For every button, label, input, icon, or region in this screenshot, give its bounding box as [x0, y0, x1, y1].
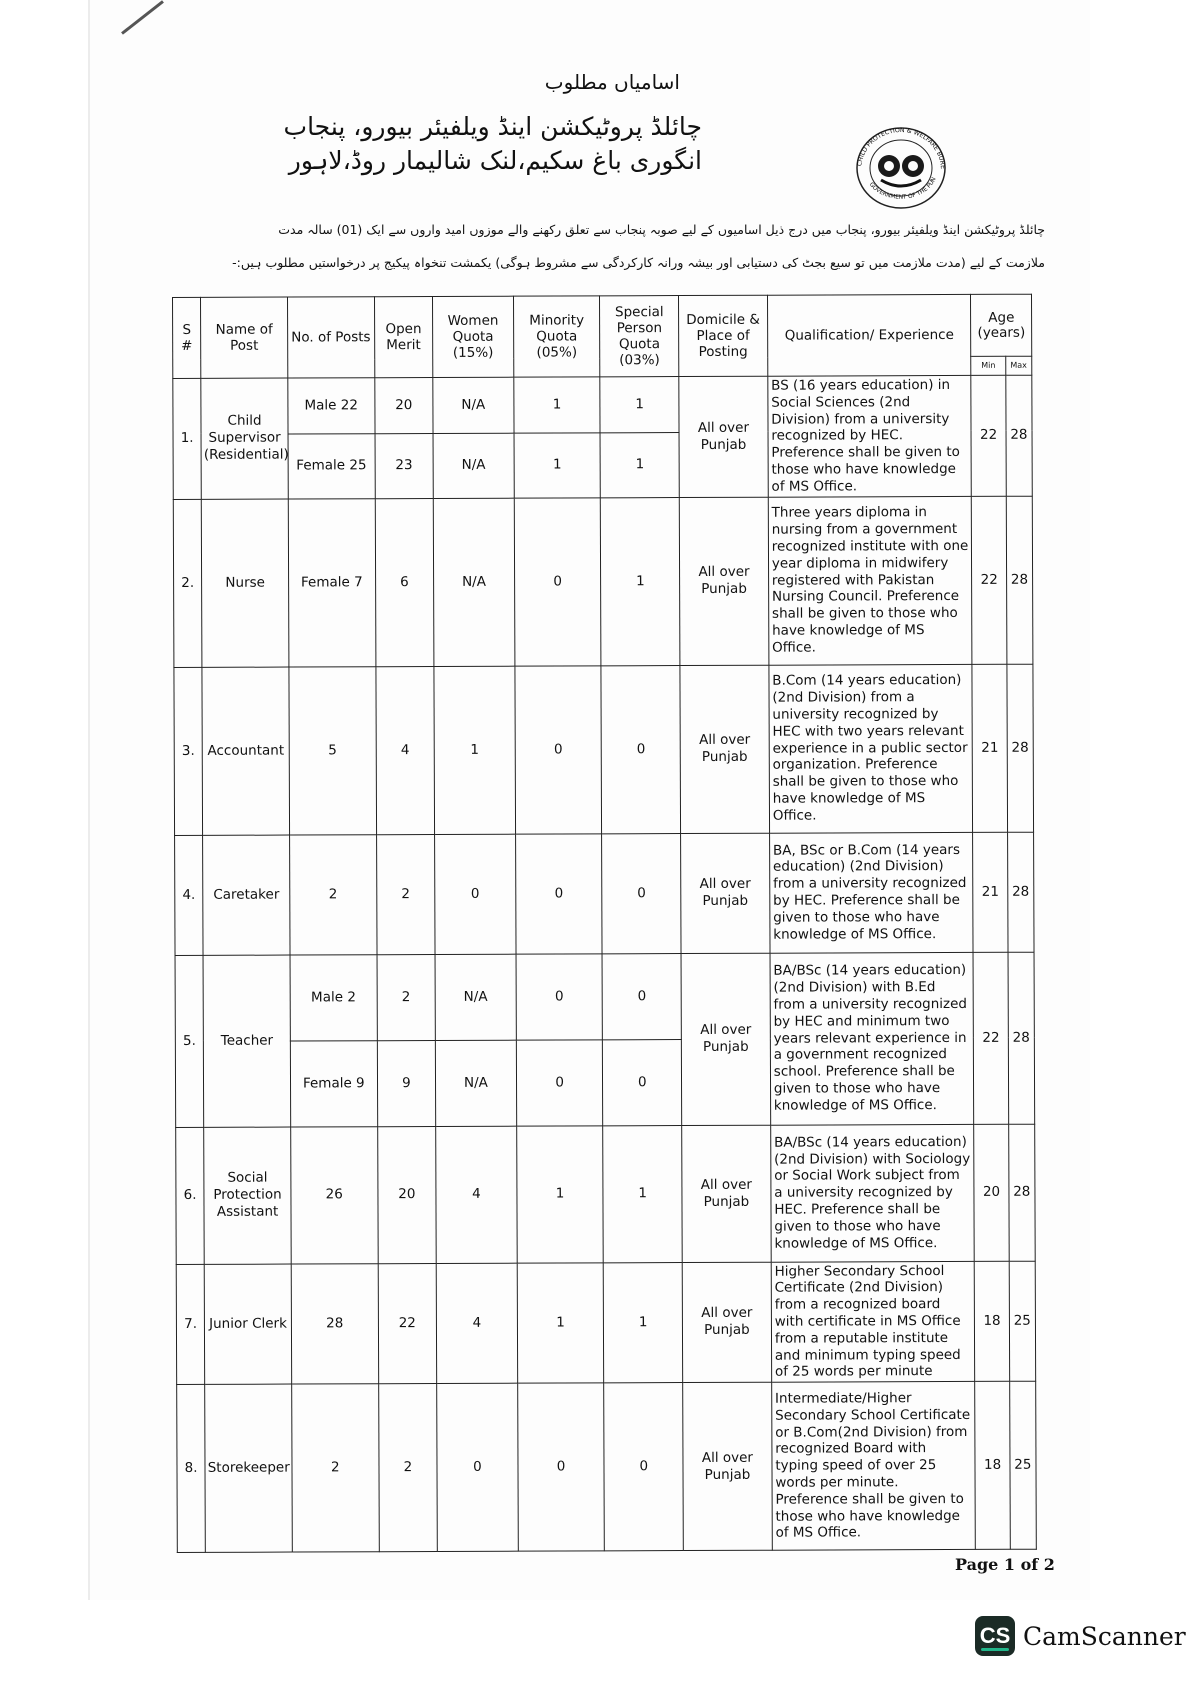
- cell-post-name: Child Supervisor (Residential): [201, 378, 288, 499]
- cell-domicile: All over Punjab: [681, 953, 770, 1125]
- cell-minority-quota: 1: [517, 1262, 604, 1383]
- cell-posts: 5: [289, 666, 376, 834]
- cell-minority-quota: 1: [514, 433, 601, 498]
- cell-domicile: All over Punjab: [681, 833, 770, 953]
- cell-age-max: 28: [1006, 496, 1033, 664]
- cell-age-max: 28: [1008, 1124, 1035, 1261]
- cell-post-name: Teacher: [203, 955, 290, 1127]
- table-row-social-protection-assistant: [176, 1124, 1036, 1264]
- cell-minority-quota: 1: [514, 377, 601, 433]
- intro-text-line-2: ملازمت کے لیے (مدت ملازمت میں تو سیع بجٹ کی دستیابی اور بیشہ ورانہ کارکردگی سے مشروط ہوگی) یکمشت تنخواہ پیکیج پر درخواستیں مطلوب ہیں:-: [232, 255, 1045, 270]
- cell-special-quota: 1: [600, 433, 679, 498]
- cell-women-quota: 0: [437, 1383, 518, 1551]
- header-special-person-quota: Special Person Quota (03%): [600, 296, 679, 377]
- cell-minority-quota: 0: [515, 833, 602, 953]
- cell-age-min: 18: [975, 1261, 1010, 1382]
- cell-age-min: 18: [975, 1381, 1010, 1549]
- cell-s-no: 1.: [173, 378, 202, 499]
- cell-qualification: BA, BSc or B.Com (14 years education) (2nd Division) from a university recognized by HEC. Preference shall be given to those who have knowledge of MS Office.: [769, 832, 973, 953]
- cell-special-quota: 0: [602, 833, 681, 953]
- cell-posts: Male 22: [288, 378, 375, 434]
- cell-posts: 28: [291, 1263, 378, 1384]
- cell-special-quota: 1: [603, 1125, 682, 1262]
- header-age-max: Max: [1005, 356, 1031, 375]
- cell-qualification: BA/BSc (14 years education) (2nd Division) with B.Ed from a university recognized by HEC and minimum two years relevant experience in a government recognized school. Preference shall be given to those who have knowledge of MS Office.: [770, 952, 974, 1125]
- cell-qualification: BA/BSc (14 years education) (2nd Division) with Sociology or Social Work subject from a university recognized by HEC. Preference shall be given to those who have knowledge of MS Office.: [770, 1124, 974, 1262]
- cell-open-merit: 22: [378, 1263, 437, 1384]
- header-no-of-posts: No. of Posts: [287, 297, 374, 378]
- cell-women-quota: N/A: [435, 954, 516, 1040]
- cell-posts: Female 7: [288, 498, 375, 666]
- table-row-child-supervisor: [173, 375, 1032, 434]
- cell-domicile: All over Punjab: [682, 1125, 771, 1262]
- cell-domicile: All over Punjab: [682, 1262, 771, 1383]
- cell-age-max: 28: [1007, 832, 1034, 952]
- cell-open-merit: 6: [375, 498, 434, 666]
- cell-domicile: All over Punjab: [679, 497, 768, 665]
- cell-minority-quota: 1: [516, 1125, 603, 1262]
- table-header: [173, 294, 1032, 378]
- cell-post-name: Accountant: [202, 667, 289, 835]
- table-row-nurse: [173, 496, 1033, 667]
- cell-domicile: All over Punjab: [679, 376, 768, 497]
- cell-women-quota: N/A: [435, 1040, 516, 1126]
- cell-special-quota: 1: [601, 497, 680, 665]
- header-age-min: Min: [971, 356, 1005, 375]
- table-row-junior-clerk: [176, 1261, 1035, 1385]
- cell-s-no: 3.: [174, 667, 203, 835]
- cell-age-max: 25: [1009, 1261, 1036, 1382]
- cell-special-quota: 1: [600, 377, 679, 433]
- header-minority-quota: Minority Quota (05%): [513, 296, 600, 377]
- cell-age-max: 28: [1006, 375, 1033, 496]
- vacancy-table: [172, 294, 1037, 1553]
- cell-special-quota: 0: [601, 665, 680, 833]
- cell-posts: Female 25: [288, 434, 375, 499]
- table-row-storekeeper: [177, 1381, 1037, 1552]
- cell-s-no: 4.: [175, 835, 204, 955]
- cell-qualification: Three years diploma in nursing from a government recognized institute with one year diploma in midwifery registered with Pakistan Nursing Council. Preference shall be given to those who have knowledge of MS Office.: [768, 496, 972, 665]
- cell-age-max: 25: [1009, 1381, 1036, 1549]
- table-row-teacher: [175, 952, 1034, 1041]
- header-open-merit: Open Merit: [374, 296, 433, 377]
- cell-age-max: 28: [1008, 952, 1035, 1124]
- cell-posts: 2: [292, 1384, 379, 1552]
- cell-age-min: 20: [974, 1124, 1009, 1261]
- cell-qualification: Intermediate/Higher Secondary School Certificate or B.Com(2nd Division) from recognized Board with typing speed of over 25 words per minute. Preference shall be given to those who have knowledge of MS Office.: [771, 1382, 975, 1551]
- cell-minority-quota: 0: [514, 497, 601, 665]
- cell-open-merit: 2: [378, 1384, 437, 1552]
- header-age: Age (years): [971, 294, 1032, 356]
- cell-women-quota: 1: [434, 666, 515, 834]
- cell-qualification: BS (16 years education) in Social Sciences (2nd Division) from a university recognized by HEC. Preference shall be given to those who have knowledge of MS Office.: [768, 375, 972, 496]
- cell-open-merit: 9: [377, 1040, 436, 1126]
- camscanner-watermark: [975, 1616, 1186, 1656]
- cell-open-merit: 4: [376, 666, 435, 834]
- table-row-accountant: [174, 664, 1034, 835]
- cell-open-merit: 2: [377, 954, 436, 1040]
- camscanner-name: CamScanner: [1023, 1621, 1186, 1651]
- cell-open-merit: 20: [374, 377, 433, 433]
- cell-s-no: 8.: [177, 1385, 206, 1553]
- cell-s-no: 6.: [176, 1127, 205, 1264]
- cell-minority-quota: 0: [515, 665, 602, 833]
- cell-s-no: 7.: [176, 1264, 205, 1385]
- cell-women-quota: 4: [436, 1126, 517, 1263]
- cell-domicile: All over Punjab: [683, 1382, 772, 1550]
- header-s-no: S #: [173, 297, 202, 378]
- cell-posts: 2: [289, 834, 376, 954]
- cell-age-max: 28: [1007, 664, 1034, 832]
- cell-post-name: Storekeeper: [205, 1384, 292, 1552]
- page-number: Page 1 of 2: [955, 1555, 1055, 1574]
- cell-domicile: All over Punjab: [680, 665, 769, 833]
- cell-age-min: 22: [971, 375, 1006, 496]
- cell-open-merit: 23: [375, 433, 434, 498]
- cell-minority-quota: 0: [516, 953, 603, 1039]
- header-women-quota: Women Quota (15%): [433, 296, 514, 377]
- cell-s-no: 2.: [173, 499, 202, 667]
- cell-minority-quota: 0: [517, 1383, 604, 1551]
- cell-posts: Female 9: [290, 1040, 377, 1126]
- svg-text:CHILD PROTECTION & WELFARE BUR: CHILD PROTECTION & WELFARE BURE: [856, 126, 947, 170]
- organization-address: انگوری باغ سکیم،لنک شالیمار روڈ،لاہور: [288, 146, 702, 175]
- header-domicile: Domicile & Place of Posting: [679, 295, 768, 376]
- cell-women-quota: 0: [435, 834, 516, 954]
- table-row-caretaker: [175, 832, 1034, 955]
- cell-post-name: Caretaker: [203, 835, 290, 955]
- camscanner-logo-icon: CS: [975, 1616, 1015, 1656]
- cell-age-min: 21: [972, 664, 1007, 832]
- cell-open-merit: 2: [376, 834, 435, 954]
- cell-special-quota: 0: [602, 953, 681, 1039]
- svg-text:GOVERNMENT OF THE PUNJAB: GOVERNMENT OF THE PUN: [867, 176, 938, 201]
- cell-age-min: 21: [973, 832, 1008, 952]
- cell-qualification: B.Com (14 years education) (2nd Division) from a university recognized by HEC with two years relevant experience in a public sector organization. Preference shall be given to those who have knowledge of MS Office.: [769, 664, 973, 833]
- cell-women-quota: N/A: [433, 498, 514, 666]
- header-name-of-post: Name of Post: [201, 297, 288, 378]
- cell-post-name: Nurse: [201, 499, 288, 667]
- organization-name: چائلڈ پروٹیکشن اینڈ ویلفیئر بیورو، پنجاب: [283, 112, 702, 141]
- cell-women-quota: N/A: [433, 433, 514, 498]
- cell-s-no: 5.: [175, 955, 204, 1127]
- cell-special-quota: 0: [604, 1383, 683, 1551]
- bureau-logo-seal: [845, 122, 957, 212]
- cell-posts: 26: [291, 1126, 378, 1263]
- intro-text-line-1: چائلڈ پروٹیکشن اینڈ ویلفیئر بیورو، پنجاب میں درج ذیل اسامیوں کے لیے صوبہ پنجاب سے تعلق رکھنے والے موزوں امید واروں سے ایک (01) سالہ مدت: [278, 222, 1045, 237]
- cell-women-quota: 4: [436, 1263, 517, 1384]
- header-qualification: Qualification/ Experience: [767, 294, 971, 376]
- vacancy-title: اسامیاں مطلوب: [544, 70, 680, 94]
- cell-qualification: Higher Secondary School Certificate (2nd Division) from a recognized board with certificate in MS Office from a reputable institute and minimum typing speed of 25 words per minute: [771, 1261, 975, 1382]
- cell-women-quota: N/A: [433, 377, 514, 433]
- cell-age-min: 22: [972, 496, 1007, 664]
- cell-open-merit: 20: [377, 1126, 436, 1263]
- cell-age-min: 22: [973, 952, 1008, 1124]
- cell-special-quota: 0: [603, 1039, 682, 1125]
- cell-post-name: Junior Clerk: [204, 1264, 291, 1385]
- cell-post-name: Social Protection Assistant: [204, 1127, 291, 1264]
- cell-special-quota: 1: [604, 1262, 683, 1383]
- cell-posts: Male 2: [290, 954, 377, 1040]
- cell-minority-quota: 0: [516, 1039, 603, 1125]
